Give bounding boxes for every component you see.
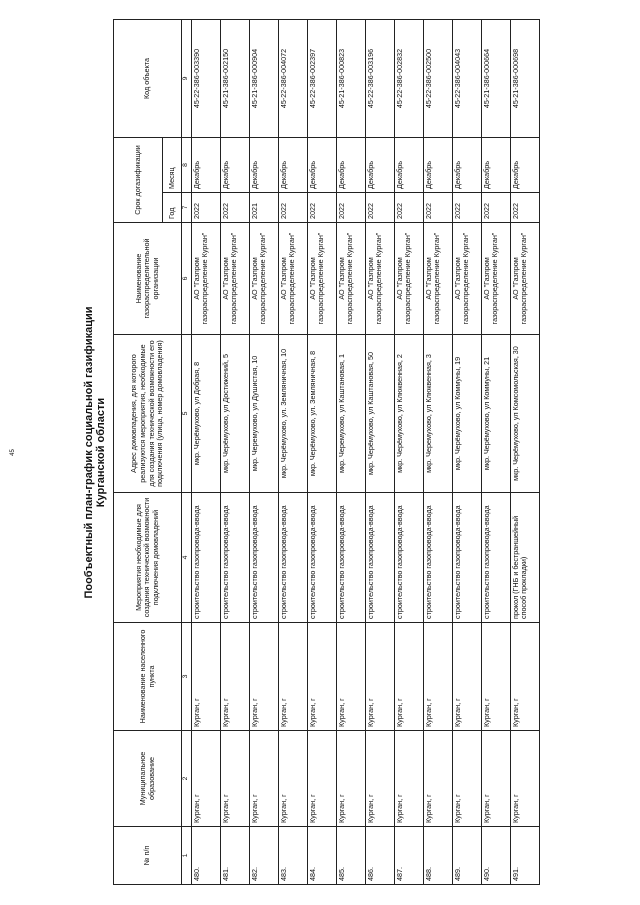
row-number: 488. bbox=[423, 827, 452, 885]
organization-cell: АО "Газпром газораспределение Курган" bbox=[249, 223, 278, 335]
organization-cell: АО "Газпром газораспределение Курган" bbox=[278, 223, 307, 335]
row-number: 486. bbox=[365, 827, 394, 885]
object-code-cell: 45-21-386-000664 bbox=[481, 20, 510, 138]
settlement-cell: Курган, г bbox=[423, 623, 452, 731]
settlement-cell: Курган, г bbox=[394, 623, 423, 731]
settlement-cell: Курган, г bbox=[452, 623, 481, 731]
header-num: № п/п bbox=[114, 827, 182, 885]
year-cell: 2022 bbox=[481, 193, 510, 223]
municipality-cell: Курган, г bbox=[423, 731, 452, 827]
municipality-cell: Курган, г bbox=[249, 731, 278, 827]
year-cell: 2022 bbox=[452, 193, 481, 223]
settlement-cell: Курган, г bbox=[249, 623, 278, 731]
table-row bbox=[249, 20, 278, 885]
settlement-cell: Курган, г bbox=[365, 623, 394, 731]
activity-cell: строительство газопровода-ввода bbox=[365, 493, 394, 623]
address-cell: мкр. Черёмухово, ул Коммуны, 21 bbox=[481, 335, 510, 493]
column-number: 6 bbox=[182, 223, 192, 335]
header-deadline: Срок догазификации bbox=[114, 138, 163, 223]
year-cell: 2022 bbox=[510, 193, 539, 223]
month-cell: Декабрь bbox=[365, 138, 394, 193]
object-code-cell: 45-22-386-003196 bbox=[365, 20, 394, 138]
row-number: 481. bbox=[220, 827, 249, 885]
activity-cell: строительство газопровода-ввода bbox=[307, 493, 336, 623]
year-cell: 2022 bbox=[365, 193, 394, 223]
year-cell: 2022 bbox=[278, 193, 307, 223]
column-number: 8 bbox=[182, 138, 192, 193]
month-cell: Декабрь bbox=[423, 138, 452, 193]
organization-cell: АО "Газпром газораспределение Курган" bbox=[336, 223, 365, 335]
municipality-cell: Курган, г bbox=[481, 731, 510, 827]
page-number: 45 bbox=[10, 449, 16, 456]
year-cell: 2022 bbox=[394, 193, 423, 223]
object-code-cell: 45-21-386-002150 bbox=[220, 20, 249, 138]
activity-cell: строительство газопровода-ввода bbox=[249, 493, 278, 623]
address-cell: мкр. Черёмухово, ул. Земляничная, 8 bbox=[307, 335, 336, 493]
column-number: 7 bbox=[182, 193, 192, 223]
activity-cell: строительство газопровода-ввода bbox=[394, 493, 423, 623]
table-row bbox=[220, 20, 249, 885]
column-numbers-row bbox=[182, 20, 192, 885]
header-org: Наименование газораспределительной организации bbox=[114, 223, 182, 335]
address-cell: мкр. Черёмухово, ул Каштановая, 50 bbox=[365, 335, 394, 493]
month-cell: Декабрь bbox=[249, 138, 278, 193]
table-row bbox=[452, 20, 481, 885]
municipality-cell: Курган, г bbox=[278, 731, 307, 827]
header-address: Адрес домовладения, для которого реализуются мероприятия, необходимые для создания технической возможности его подключения (улица, номер домовладения) bbox=[114, 335, 182, 493]
table-row bbox=[336, 20, 365, 885]
row-number: 485. bbox=[336, 827, 365, 885]
settlement-cell: Курган, г bbox=[220, 623, 249, 731]
settlement-cell: Курган, г bbox=[510, 623, 539, 731]
organization-cell: АО "Газпром газораспределение Курган" bbox=[307, 223, 336, 335]
settlement-cell: Курган, г bbox=[278, 623, 307, 731]
organization-cell: АО "Газпром газораспределение Курган" bbox=[394, 223, 423, 335]
table-row bbox=[278, 20, 307, 885]
municipality-cell: Курган, г bbox=[220, 731, 249, 827]
table-row bbox=[510, 20, 539, 885]
municipality-cell: Курган, г bbox=[452, 731, 481, 827]
municipality-cell: Курган, г bbox=[394, 731, 423, 827]
settlement-cell: Курган, г bbox=[336, 623, 365, 731]
year-cell: 2021 bbox=[249, 193, 278, 223]
month-cell: Декабрь bbox=[394, 138, 423, 193]
organization-cell: АО "Газпром газораспределение Курган" bbox=[481, 223, 510, 335]
activity-cell: строительство газопровода-ввода bbox=[336, 493, 365, 623]
object-code-cell: 45-22-386-002832 bbox=[394, 20, 423, 138]
organization-cell: АО "Газпром газораспределение Курган" bbox=[191, 223, 220, 335]
address-cell: мкр. Черёмухово, ул Добрая, 8 bbox=[191, 335, 220, 493]
address-cell: мкр. Черёмухово, ул Достижений, 5 bbox=[220, 335, 249, 493]
object-code-cell: 45-21-386-000698 bbox=[510, 20, 539, 138]
header-row bbox=[114, 20, 163, 885]
header-code: Код объекта bbox=[114, 20, 182, 138]
month-cell: Декабрь bbox=[336, 138, 365, 193]
organization-cell: АО "Газпром газораспределение Курган" bbox=[365, 223, 394, 335]
organization-cell: АО "Газпром газораспределение Курган" bbox=[423, 223, 452, 335]
table-row bbox=[394, 20, 423, 885]
row-number: 487. bbox=[394, 827, 423, 885]
activity-cell: строительство газопровода-ввода bbox=[481, 493, 510, 623]
table-row bbox=[481, 20, 510, 885]
activity-cell: прокол (ГНБ и бестраншейный способ прокладки) bbox=[510, 493, 539, 623]
month-cell: Декабрь bbox=[307, 138, 336, 193]
object-code-cell: 45-22-386-002397 bbox=[307, 20, 336, 138]
row-number: 480. bbox=[191, 827, 220, 885]
address-cell: мкр. Черёмухово, ул Комсомольская, 30 bbox=[510, 335, 539, 493]
activity-cell: строительство газопровода-ввода bbox=[278, 493, 307, 623]
municipality-cell: Курган, г bbox=[336, 731, 365, 827]
organization-cell: АО "Газпром газораспределение Курган" bbox=[510, 223, 539, 335]
municipality-cell: Курган, г bbox=[191, 731, 220, 827]
object-code-cell: 45-22-386-002500 bbox=[423, 20, 452, 138]
column-number: 3 bbox=[182, 623, 192, 731]
header-year: Год bbox=[163, 193, 182, 223]
address-cell: мкр. Черемухово, ул Каштановая, 1 bbox=[336, 335, 365, 493]
organization-cell: АО "Газпром газораспределение Курган" bbox=[452, 223, 481, 335]
month-cell: Декабрь bbox=[220, 138, 249, 193]
table-row bbox=[423, 20, 452, 885]
year-cell: 2022 bbox=[220, 193, 249, 223]
object-code-cell: 45-21-386-000823 bbox=[336, 20, 365, 138]
object-code-cell: 45-21-386-000904 bbox=[249, 20, 278, 138]
table-row bbox=[365, 20, 394, 885]
header-municipality: Муниципальное образование bbox=[114, 731, 182, 827]
header-activity: Мероприятия необходимые для создания технической возможности подключения домовладений bbox=[114, 493, 182, 623]
gasification-table bbox=[113, 19, 540, 885]
address-cell: мкр. Черёмухово, ул. Земляничная, 10 bbox=[278, 335, 307, 493]
year-cell: 2022 bbox=[307, 193, 336, 223]
month-cell: Декабрь bbox=[481, 138, 510, 193]
municipality-cell: Курган, г bbox=[307, 731, 336, 827]
activity-cell: строительство газопровода-ввода bbox=[191, 493, 220, 623]
title-line-1: Пообъектный план-график социальной газификации bbox=[83, 306, 95, 599]
month-cell: Декабрь bbox=[452, 138, 481, 193]
year-cell: 2022 bbox=[423, 193, 452, 223]
row-number: 484. bbox=[307, 827, 336, 885]
document-title bbox=[83, 0, 107, 905]
month-cell: Декабрь bbox=[510, 138, 539, 193]
row-number: 483. bbox=[278, 827, 307, 885]
month-cell: Декабрь bbox=[191, 138, 220, 193]
table-row bbox=[191, 20, 220, 885]
year-cell: 2022 bbox=[191, 193, 220, 223]
object-code-cell: 45-22-386-004043 bbox=[452, 20, 481, 138]
activity-cell: строительство газопровода-ввода bbox=[452, 493, 481, 623]
object-code-cell: 45-22-386-003390 bbox=[191, 20, 220, 138]
municipality-cell: Курган, г bbox=[365, 731, 394, 827]
settlement-cell: Курган, г bbox=[191, 623, 220, 731]
row-number: 490. bbox=[481, 827, 510, 885]
year-cell: 2022 bbox=[336, 193, 365, 223]
object-code-cell: 45-22-386-004072 bbox=[278, 20, 307, 138]
header-month: Месяц bbox=[163, 138, 182, 193]
activity-cell: строительство газопровода-ввода bbox=[220, 493, 249, 623]
activity-cell: строительство газопровода-ввода bbox=[423, 493, 452, 623]
column-number: 4 bbox=[182, 493, 192, 623]
settlement-cell: Курган, г bbox=[481, 623, 510, 731]
month-cell: Декабрь bbox=[278, 138, 307, 193]
address-cell: мкр. Черёмухово, ул Клюквенная, 2 bbox=[394, 335, 423, 493]
row-number: 489. bbox=[452, 827, 481, 885]
settlement-cell: Курган, г bbox=[307, 623, 336, 731]
table-row bbox=[307, 20, 336, 885]
row-number: 482. bbox=[249, 827, 278, 885]
table-body bbox=[191, 20, 539, 885]
title-line-2: Курганской области bbox=[95, 397, 107, 508]
organization-cell: АО "Газпром газораспределение Курган" bbox=[220, 223, 249, 335]
column-number: 1 bbox=[182, 827, 192, 885]
column-number: 2 bbox=[182, 731, 192, 827]
address-cell: мкр. Черёмухово, ул Коммуны, 19 bbox=[452, 335, 481, 493]
address-cell: мкр. Черемухово, ул Клюквенная, 3 bbox=[423, 335, 452, 493]
column-number: 9 bbox=[182, 20, 192, 138]
municipality-cell: Курган, г bbox=[510, 731, 539, 827]
column-number: 5 bbox=[182, 335, 192, 493]
address-cell: мкр. Черемухово, ул Душистая, 10 bbox=[249, 335, 278, 493]
header-settlement: Наименование населенного пункта bbox=[114, 623, 182, 731]
row-number: 491. bbox=[510, 827, 539, 885]
